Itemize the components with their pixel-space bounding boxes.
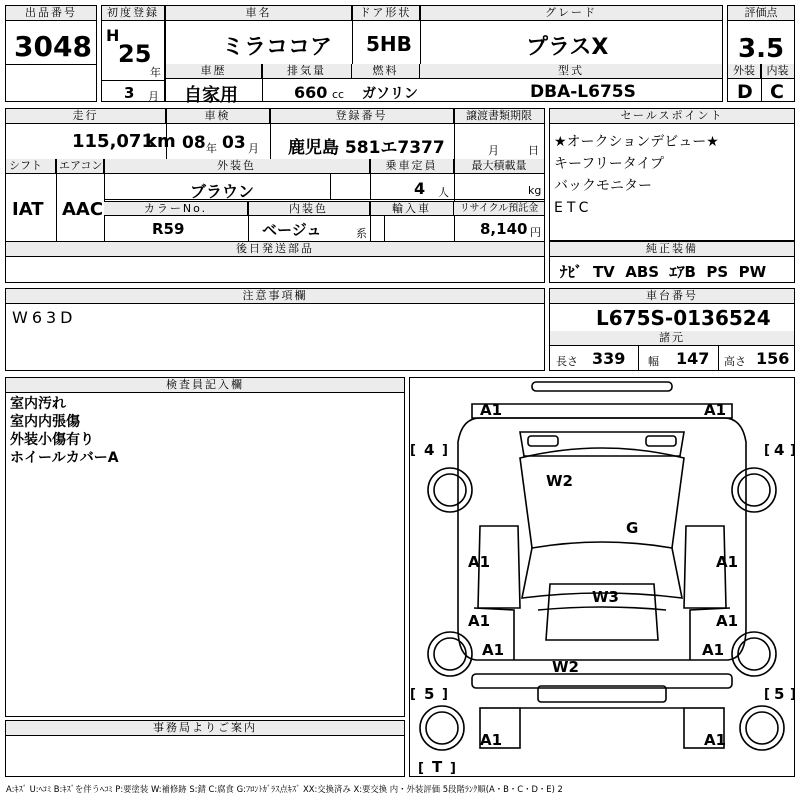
sales-points-list: [554, 131, 719, 219]
chassis-label: 車台番号: [550, 289, 794, 304]
mileage-label: 走行: [6, 109, 166, 124]
sales-point-item: バックモニター: [554, 178, 652, 194]
width-value: 147: [676, 349, 710, 368]
inspector-line: 室内汚れ: [10, 396, 66, 412]
capacity-value: 4: [414, 179, 426, 198]
tire-spare-value: T: [432, 758, 443, 776]
sales-point-item: ETC: [554, 200, 593, 216]
inspection-month-unit: 月: [248, 142, 259, 155]
color-no-label: カラーNo.: [104, 201, 248, 216]
grade-label: グレード: [420, 6, 722, 21]
legend-text: A:ｷｽﾞ U:ﾍｺﾐ B:ｷｽﾞを伴うﾍｺﾐ P:要塗装 W:補修跡 S:錆 C:腐食 G:ﾌﾛﾝﾄｶﾞﾗｽ点ｷｽﾞ XX:交換済み X:要交換 内・外装評価 5段階ﾗﾝｸ順(A・B・C・D・E) 2: [6, 784, 563, 794]
interior-color-label: 内装色: [248, 201, 370, 216]
transfer-day-unit: 日: [528, 144, 539, 157]
import-label: 輸入車: [370, 201, 454, 216]
lot-label: 出品番号: [6, 6, 96, 21]
recycle-label: リサイクル預託金: [454, 201, 544, 216]
history-label: 車歴: [166, 64, 262, 79]
shift-label: シフト: [6, 159, 56, 174]
car-name-label: 車名: [166, 6, 352, 21]
spare-bracket-l: [: [418, 761, 424, 776]
tire-bracket-rl: [: [764, 443, 770, 458]
first-registration-box: [101, 5, 165, 102]
registration-number: 鹿児島 581エ7377: [288, 138, 445, 158]
exterior-color-label: 外装色: [104, 159, 370, 174]
interior-color-value: ベージュ: [262, 221, 322, 239]
chassis-box: [549, 288, 795, 371]
mark-rear-left: A1: [480, 731, 503, 749]
inspector-line: ホイールカバーA: [10, 450, 119, 466]
color-no-value: R59: [152, 220, 185, 238]
tire-fl-value: 4: [424, 441, 435, 459]
ac-value: AAC: [62, 199, 104, 220]
inspection-year: 08: [182, 133, 206, 153]
mileage-unit: km: [145, 131, 176, 152]
damage-diagram: [409, 377, 795, 777]
inspection-label: 車検: [166, 109, 270, 124]
tire-bracket-rr: ]: [790, 443, 796, 458]
mark-g: G: [626, 519, 639, 537]
tire-rl-value: 5: [424, 685, 435, 703]
tire-fr-value: 4: [774, 441, 785, 459]
car-outline-diagram: [410, 378, 794, 776]
recycle-value: 8,140: [480, 220, 528, 238]
notes-box: [5, 288, 545, 371]
office-box: [5, 720, 405, 777]
specs-label: 諸元: [550, 331, 794, 346]
displacement-value: 660: [294, 83, 328, 102]
sales-point-item: ★オークションデビュー★: [554, 134, 719, 150]
inspection-year-unit: 年: [206, 142, 217, 155]
inspection-month: 03: [222, 133, 246, 153]
tire-bracket-fl: [: [410, 443, 416, 458]
mark-left-rear: A1: [482, 641, 505, 659]
equipment-label: 純正装備: [550, 242, 794, 257]
grade-value: プラスX: [526, 35, 609, 60]
width-label: 幅: [648, 355, 659, 368]
transfer-label: 譲渡書類期限: [454, 109, 544, 124]
mark-right-door-1: A1: [716, 553, 739, 571]
lot-number: 3048: [14, 30, 92, 63]
inspector-label: 検査員記入欄: [6, 378, 404, 393]
length-value: 339: [592, 349, 626, 368]
era-value: H: [106, 26, 120, 45]
max-load-unit: kg: [528, 184, 542, 197]
interior-color-unit: 系: [356, 227, 367, 240]
height-value: 156: [756, 349, 790, 368]
ac-label: エアコン: [56, 159, 104, 174]
displacement-label: 排気量: [262, 64, 352, 79]
mark-right-door-2: A1: [716, 612, 739, 630]
sales-points-box: [549, 108, 795, 241]
mark-left-door-1: A1: [468, 553, 491, 571]
shift-value: IAT: [12, 199, 44, 220]
score-box: [727, 5, 795, 102]
exterior-color-value: ブラウン: [190, 182, 255, 201]
mark-front-left: A1: [480, 401, 503, 419]
capacity-label: 乗車定員: [370, 159, 454, 174]
inspector-box: [5, 377, 405, 717]
height-label: 高さ: [724, 355, 746, 368]
chassis-number: L675S-0136524: [596, 306, 771, 330]
office-label: 事務局よりご案内: [6, 721, 404, 736]
tire-bracket-rl3: ]: [442, 687, 448, 702]
inspector-line: 外装小傷有り: [10, 432, 94, 448]
recycle-unit: 円: [530, 226, 541, 239]
capacity-unit: 人: [438, 186, 449, 199]
door-value: 5HB: [366, 32, 412, 56]
mark-front-right: A1: [704, 401, 727, 419]
car-name: ミラココア: [222, 35, 333, 60]
tire-bracket-rl2: [: [410, 687, 416, 702]
mark-left-door-2: A1: [468, 612, 491, 630]
year-value: 25: [118, 40, 152, 68]
main-header-box: [165, 5, 723, 106]
transfer-month-unit: 月: [488, 144, 499, 157]
mark-right-rear: A1: [702, 641, 725, 659]
notes-label: 注意事項欄: [6, 289, 544, 304]
door-label: ドア形状: [352, 6, 420, 21]
year-unit: 年: [150, 66, 161, 79]
month-value: 3: [124, 84, 135, 102]
displacement-unit: cc: [332, 88, 345, 101]
inspector-line: 室内内張傷: [10, 414, 80, 430]
exterior-label: 外装: [728, 64, 761, 79]
interior-label: 内装: [761, 64, 794, 79]
mark-rear-right: A1: [704, 731, 727, 749]
equipment-box: [549, 241, 795, 283]
max-load-label: 最大積載量: [454, 159, 544, 174]
mileage-value: 115,071: [72, 131, 154, 152]
exterior-value: D: [737, 81, 753, 103]
lot-box: [5, 5, 97, 102]
fuel-label: 燃料: [352, 64, 420, 79]
sales-points-label: セールスポイント: [550, 109, 794, 124]
length-label: 長さ: [556, 355, 578, 368]
tire-rr-value: 5: [774, 685, 785, 703]
model-value: DBA-L675S: [530, 82, 636, 102]
month-unit: 月: [148, 90, 159, 103]
score-value: 3.5: [738, 34, 785, 64]
mark-w2-top: W2: [546, 472, 573, 490]
details-box: [5, 108, 545, 283]
score-label: 評価点: [728, 6, 794, 21]
notes-value: W63D: [12, 308, 77, 327]
interior-value: C: [770, 81, 784, 103]
fuel-value: ガソリン: [362, 86, 418, 102]
tire-bracket-rr3: ]: [790, 687, 796, 702]
tire-bracket-fr: ]: [442, 443, 448, 458]
mark-w3: W3: [592, 588, 619, 606]
equipment-value: ﾅﾋﾞ TV ABS ｴｱB PS PW: [560, 263, 767, 281]
history-value: 自家用: [184, 85, 238, 106]
sales-point-item: キーフリータイプ: [554, 156, 665, 172]
model-label: 型式: [420, 64, 722, 79]
first-reg-label: 初度登録: [102, 6, 164, 21]
mark-w2-bottom: W2: [552, 658, 579, 676]
inspector-lines: [10, 395, 119, 467]
spare-bracket-r: ]: [450, 761, 456, 776]
tire-bracket-rr2: [: [764, 687, 770, 702]
registration-label: 登録番号: [270, 109, 454, 124]
later-parts-label: 後日発送部品: [6, 242, 544, 257]
